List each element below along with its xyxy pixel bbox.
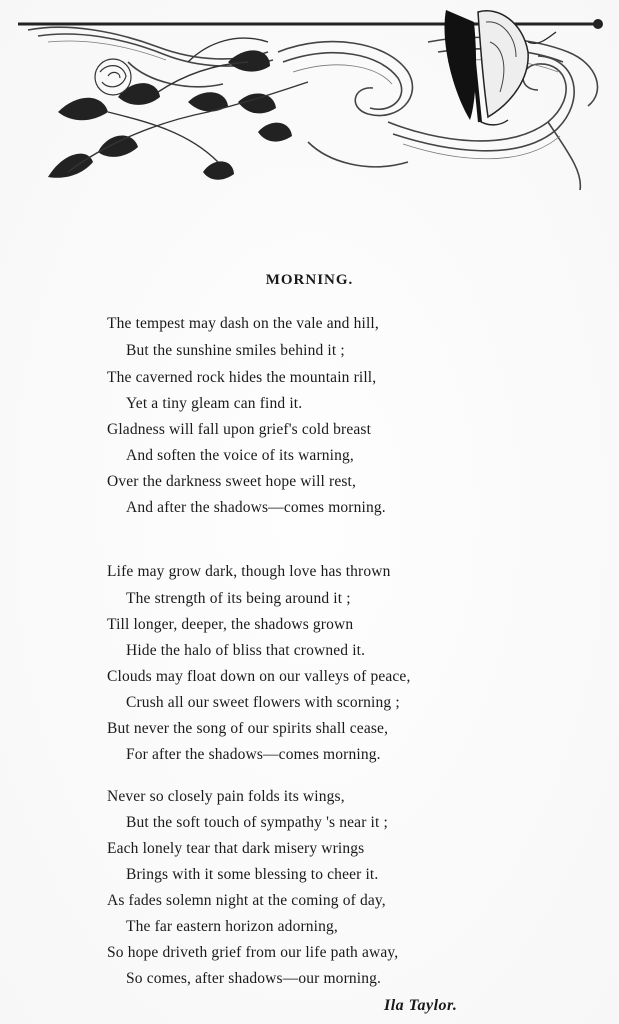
poem-line: Yet a tiny gleam can find it. <box>126 395 303 412</box>
poem-line: As fades solemn night at the coming of day, <box>107 892 386 909</box>
poem-line: The caverned rock hides the mountain rill, <box>107 369 377 386</box>
author-signature: Ila Taylor. <box>384 997 458 1014</box>
floral-butterfly-ornament-icon <box>8 2 608 197</box>
poem-line: But the sunshine smiles behind it ; <box>126 342 345 359</box>
poem-line: Brings with it some blessing to cheer it. <box>126 866 379 883</box>
poem-line: For after the shadows—comes morning. <box>126 746 381 763</box>
poem-line: And soften the voice of its warning, <box>126 447 354 464</box>
poem-line: Clouds may float down on our valleys of peace, <box>107 668 411 685</box>
poem-line: So comes, after shadows—our morning. <box>126 970 382 987</box>
poem-line: So hope driveth grief from our life path away, <box>107 944 399 961</box>
poem-line: Till longer, deeper, the shadows grown <box>107 616 354 633</box>
poem-line: Each lonely tear that dark misery wrings <box>107 840 365 857</box>
poem-line: The strength of its being around it ; <box>126 590 351 607</box>
poem-line: Hide the halo of bliss that crowned it. <box>126 642 366 659</box>
poem-line: Never so closely pain folds its wings, <box>107 788 345 805</box>
poem-line: Over the darkness sweet hope will rest, <box>107 473 357 490</box>
poem-line: Gladness will fall upon grief's cold breast <box>107 421 372 438</box>
poem-line: Crush all our sweet flowers with scorning ; <box>126 694 400 711</box>
poem-line: The tempest may dash on the vale and hill, <box>107 315 379 332</box>
poem-line: Life may grow dark, though love has thrown <box>107 563 391 580</box>
poem-title: MORNING. <box>265 272 354 288</box>
poem-line: But never the song of our spirits shall cease, <box>107 720 389 737</box>
poem-line: And after the shadows—comes morning. <box>126 499 386 516</box>
poem-line: The far eastern horizon adorning, <box>126 918 338 935</box>
poem-line: But the soft touch of sympathy 's near it ; <box>126 814 388 831</box>
